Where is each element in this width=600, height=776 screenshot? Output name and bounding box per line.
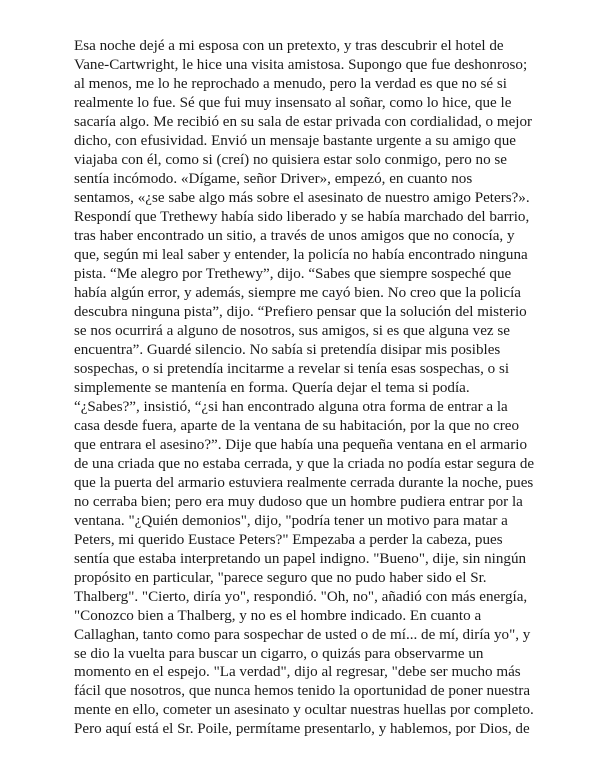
text-line: que entrara el asesino?”. Dije que había una pequeña ventana en el armario [74,436,528,453]
text-line: simplemente se mantenía en forma. Quería dejar el tema si podía. [74,379,470,396]
text-line: realmente lo fue. Sé que fui muy insensato al soñar, como lo hice, que le [74,94,512,111]
text-line: había algún error, y además, siempre me cayó bien. No creo que la policía [74,284,521,301]
text-line: se nos ocurrirá a alguno de nosotros, sus amigos, si es que alguna vez se [74,322,510,339]
text-line: al menos, me lo he reprochado a menudo, pero la verdad es que no sé si [74,75,507,92]
text-line: se dio la vuelta para buscar un cigarro, o quizás para observarme un [74,645,484,662]
text-line: Respondí que Trethewy había sido liberado y se había marchado del barrio, [74,208,530,225]
text-line: viajaba con él, como si (creí) no quisiera estar solo conmigo, pero no se [74,151,507,168]
text-line: Thalberg". "Cierto, diría yo", respondió. "Oh, no", añadió con más energía, [74,588,528,605]
text-line: encuentra”. Guardé silencio. No sabía si pretendía disipar mis posibles [74,341,501,358]
text-line: Vane-Cartwright, le hice una visita amistosa. Supongo que fue deshonroso; [74,56,528,73]
text-line: sentía incómodo. «Dígame, señor Driver», empezó, en cuanto nos [74,170,473,187]
text-line: que, según mi leal saber y entender, la policía no había encontrado ninguna [74,246,528,263]
text-line: Esa noche dejé a mi esposa con un pretexto, y tras descubrir el hotel de [74,38,504,54]
text-line: casa desde fuera, aparte de la ventana de su habitación, por la que no creo [74,417,520,434]
text-line: sentía que estaba interpretando un papel indigno. "Bueno", dije, sin ningún [74,550,527,567]
text-line: fácil que nosotros, que nunca hemos tenido la oportunidad de poner nuestra [74,683,531,700]
text-line: “¿Sabes?”, insistió, “¿si han encontrado alguna otra forma de entrar a la [74,398,508,415]
text-line: sospechas, o si pretendía incitarme a revelar si tenía esas sospechas, o si [74,360,510,377]
text-line: de una criada que no estaba cerrada, y que la criada no podía estar segura de [74,455,535,472]
text-line: no cerraba bien; pero era muy dudoso que un hombre pudiera entrar por la [74,493,523,510]
text-line: que la puerta del armario estuviera realmente cerrada durante la noche, pues [74,474,534,491]
text-line: dicho, con efusividad. Envió un mensaje bastante urgente a su amigo que [74,132,516,149]
text-line: ventana. "¿Quién demonios", dijo, "podría tener un motivo para matar a [74,512,508,529]
text-line: propósito en particular, "parece seguro que no pudo haber sido el Sr. [74,569,487,586]
text-line: mente en ello, cometer un asesinato y ocultar nuestras huellas por completo. [74,702,534,719]
text-line: Pero aquí está el Sr. Poile, permítame presentarlo, y hablemos, por Dios, de [74,721,530,738]
text-line: descubra ninguna pista”, dijo. “Prefiero pensar que la solución del misterio [74,303,527,320]
text-line: Callaghan, tanto como para sospechar de usted o de mí... de mí, diría yo", y [74,626,531,643]
text-line: momento en el espejo. "La verdad", dijo al regresar, "debe ser mucho más [74,664,521,681]
text-line: "Conozco bien a Thalberg, y no es el hombre indicado. En cuanto a [74,607,482,624]
text-line: Peters, mi querido Eustace Peters?" Empezaba a perder la cabeza, pues [74,531,503,548]
text-line: sentamos, «¿se sabe algo más sobre el asesinato de nuestro amigo Peters?». [74,189,530,206]
body-paragraph [74,37,534,739]
text-line: sacaría algo. Me recibió en su sala de estar privada con cordialidad, o mejor [74,113,533,130]
text-line: pista. “Me alegro por Trethewy”, dijo. “Sabes que siempre sospeché que [74,265,512,282]
text-line: tras haber encontrado un sitio, a través de unos amigos que no conocía, y [74,227,515,244]
